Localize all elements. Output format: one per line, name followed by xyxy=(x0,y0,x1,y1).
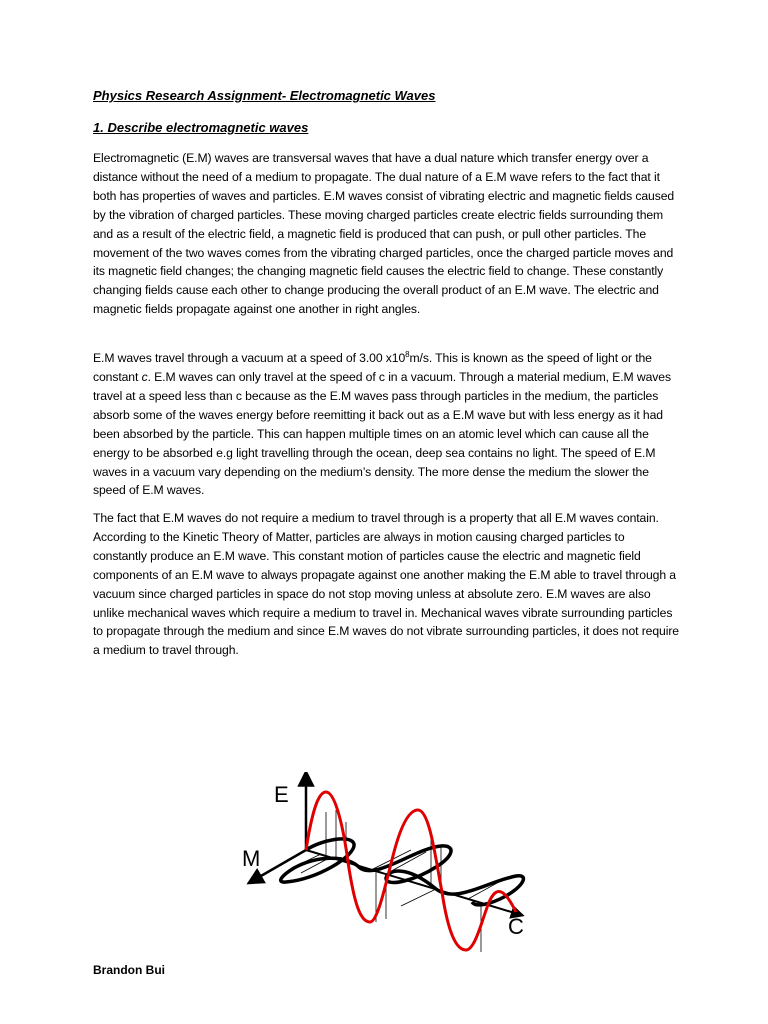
electric-wave xyxy=(306,792,516,950)
paragraph-2-constant: c xyxy=(141,369,148,384)
paragraph-2-text-a: E.M waves travel through a vacuum at a speed of 3.00 x10 xyxy=(93,351,406,366)
section-heading: 1. Describe electromagnetic waves xyxy=(93,120,309,135)
magnetic-wave xyxy=(281,839,524,905)
label-e: E xyxy=(274,782,289,807)
paragraph-1: Electromagnetic (E.M) waves are transversal waves that have a dual nature which transfer energy over a distance without the need of a medium to propagate. The dual nature of a E.M wave refers to the fact that it both has properties of waves and particles. E.M waves consist of vibrating electric and magnetic fields caused by the vibration of charged particles. These moving charged particles create electric fields surrounding them and as a result of the electric field, a magnetic field is produced that can push, or pull other particles. The movement of the two waves comes from the vibrating charged particles, once the charged particle moves and its magnetic field changes; the changing magnetic field causes the electric field to change. These constantly changing fields cause each other to change producing the overall product of an E.M wave. The electric and magnetic fields propagate against one another in right angles. xyxy=(93,151,675,317)
document-title: Physics Research Assignment- Electromagnetic Waves xyxy=(93,88,436,103)
author-name: Brandon Bui xyxy=(93,963,165,977)
label-m: M xyxy=(242,846,261,871)
paragraph-2-text-c: . E.M waves can only travel at the speed of c in a vacuum. Through a material medium, E.M waves travel at a speed less than c because as the E.M waves pass through particles in the medium, the particles absorb some of the waves energy before reemitting it back out as a E.M wave but with less energy as it had been absorbed by the particle. This can happen multiple times on an atomic level which can cause all the energy to be absorbed e.g light travelling through the ocean, deep sea contains no light. The speed of E.M waves in a vacuum vary depending on the medium’s density. The more dense the medium the slower the speed of E.M waves. xyxy=(93,369,671,498)
paragraph-3: The fact that E.M waves do not require a medium to travel through is a property that all E.M waves contain. According to the Kinetic Theory of Matter, particles are always in motion causing charged particles to constantly produce an E.M wave. This constant motion of particles cause the electric and magnetic field components of an E.M wave to always propagate against one another making the E.M able to travel through a vacuum since charged particles in space do not stop moving unless at absolute zero. E.M waves are also unlike mechanical waves which require a medium to travel in. Mechanical waves vibrate surrounding particles to propagate through the medium and since E.M waves do not vibrate surrounding particles, it does not require a medium to travel through. xyxy=(93,511,679,658)
paragraph-2 xyxy=(93,346,679,500)
paragraph-2-text-b: m/s. This is known as the speed of light or the constant xyxy=(93,351,652,384)
label-c: C xyxy=(508,914,524,939)
em-wave-diagram xyxy=(236,772,536,962)
paragraph-2-exponent: 8 xyxy=(405,350,410,359)
